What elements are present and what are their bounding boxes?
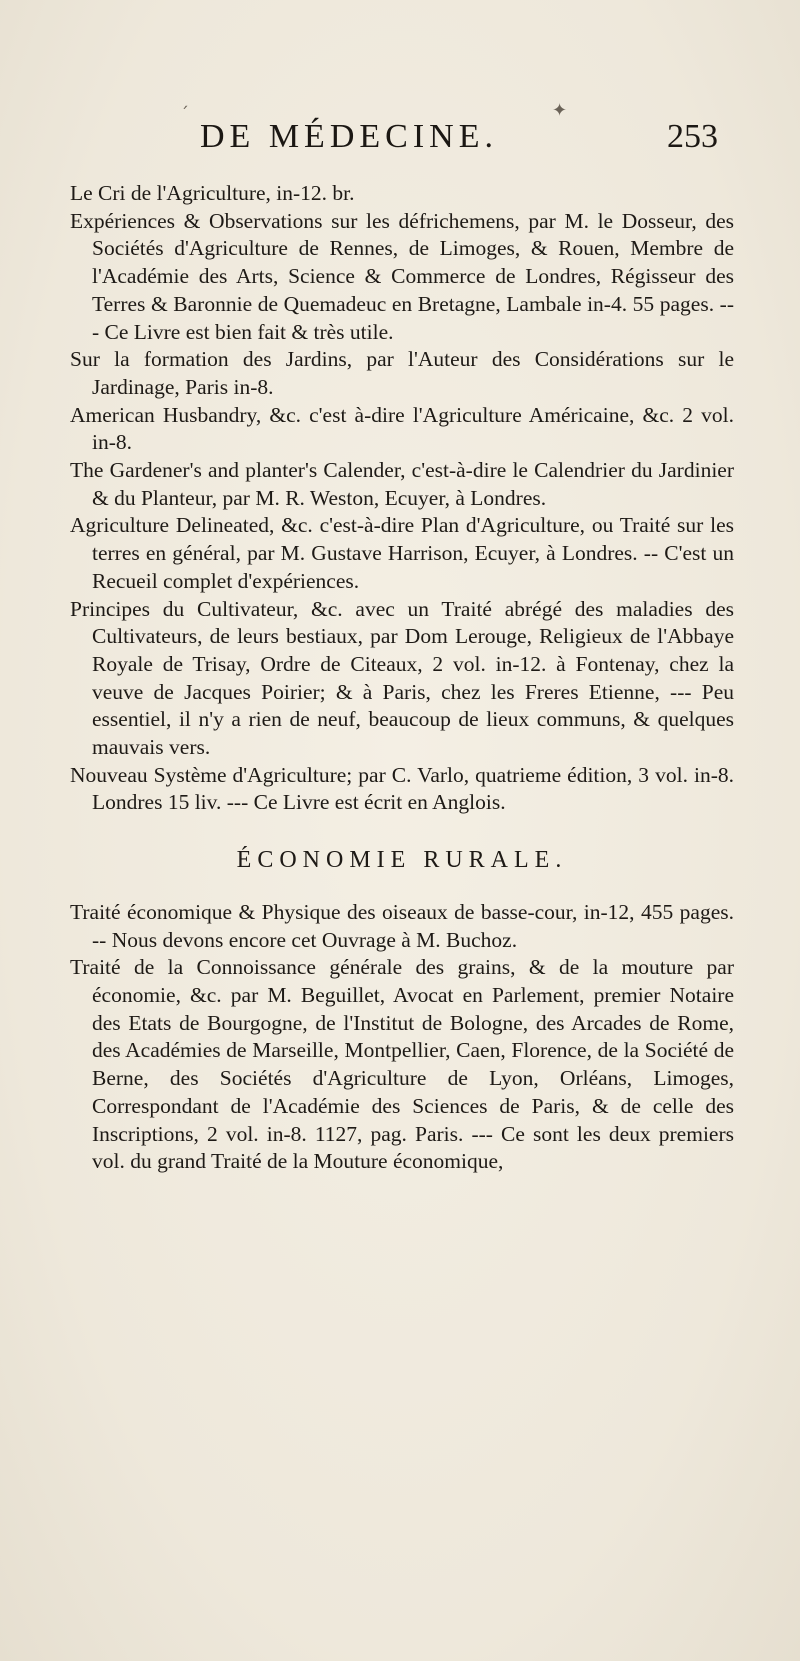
page-number: 253 (667, 118, 718, 155)
section-heading: ÉCONOMIE RURALE. (236, 847, 568, 874)
bibliography-entry: Expériences & Observations sur les défrichemens, par M. le Dosseur, des Sociétés d'Agriculture de Rennes, de Limoges, & Rouen, Membre de l'Académie des Arts, Science & Commerce de Londres, Régisseur des Terres & Baronnie de Quemadeuc en Bretagne, Lambale in-4. 55 pages. --- Ce Livre est bien fait & très utile. (70, 208, 734, 344)
running-title: DE MÉDECINE. (200, 118, 498, 155)
bibliography-entry: Nouveau Système d'Agriculture; par C. Varlo, quatrieme édition, 3 vol. in-8. Londres 15 liv. --- Ce Livre est écrit en Anglois. (70, 762, 734, 815)
bibliography-entry: Traité de la Connoissance générale des grains, & de la mouture par économie, &c. par M. Beguillet, Avocat en Parlement, premier Notaire des Etats de Bourgogne, de l'Institut de Bologne, des Arcades de Rome, des Académies de Marseille, Montpellier, Caen, Florence, de la Société de Berne, des Sociétés d'Agriculture de Lyon, Orléans, Limoges, Correspondant de l'Académie des Sciences de Paris, & de celle des Inscriptions, 2 vol. in-8. 1127, pag. Paris. --- Ce sont les deux premiers vol. du grand Traité de la Mouture économique, (70, 955, 734, 1174)
bibliography-entry: The Gardener's and planter's Calender, c'est-à-dire le Calendrier du Jardinier & du Planteur, par M. R. Weston, Ecuyer, à Londres. (70, 458, 734, 510)
page-body (70, 180, 734, 1176)
ink-speck: ✦ (552, 100, 568, 121)
running-header (200, 118, 718, 156)
bibliography-entry: Traité économique & Physique des oiseaux de basse-cour, in-12, 455 pages. -- Nous devons encore cet Ouvrage à M. Buchoz. (70, 899, 734, 952)
bibliography-entry: Sur la formation des Jardins, par l'Auteur des Considérations sur le Jardinage, Paris in-8. (70, 347, 734, 399)
bibliography-entry: Agriculture Delineated, &c. c'est-à-dire Plan d'Agriculture, ou Traité sur les terres en général, par M. Gustave Harrison, Ecuyer, à Londres. -- C'est un Recueil complet d'expériences. (70, 513, 734, 593)
ink-speck: ˊ (180, 104, 189, 125)
bibliography-entry: American Husbandry, &c. c'est à-dire l'Agriculture Américaine, &c. 2 vol. in-8. (70, 402, 734, 455)
bibliography-entry: Le Cri de l'Agriculture, in-12. br. (70, 181, 355, 205)
bibliography-entry: Principes du Cultivateur, &c. avec un Traité abrégé des maladies des Cultivateurs, de leurs bestiaux, par Dom Lerouge, Religieux de l'Abbaye Royale de Trisay, Ordre de Citeaux, 2 vol. in-12. à Fontenay, chez la veuve de Jacques Poirier; & à Paris, chez les Freres Etienne, --- Peu essentiel, il n'y a rien de neuf, beaucoup de lieux communs, & quelques mauvais vers. (70, 596, 734, 760)
